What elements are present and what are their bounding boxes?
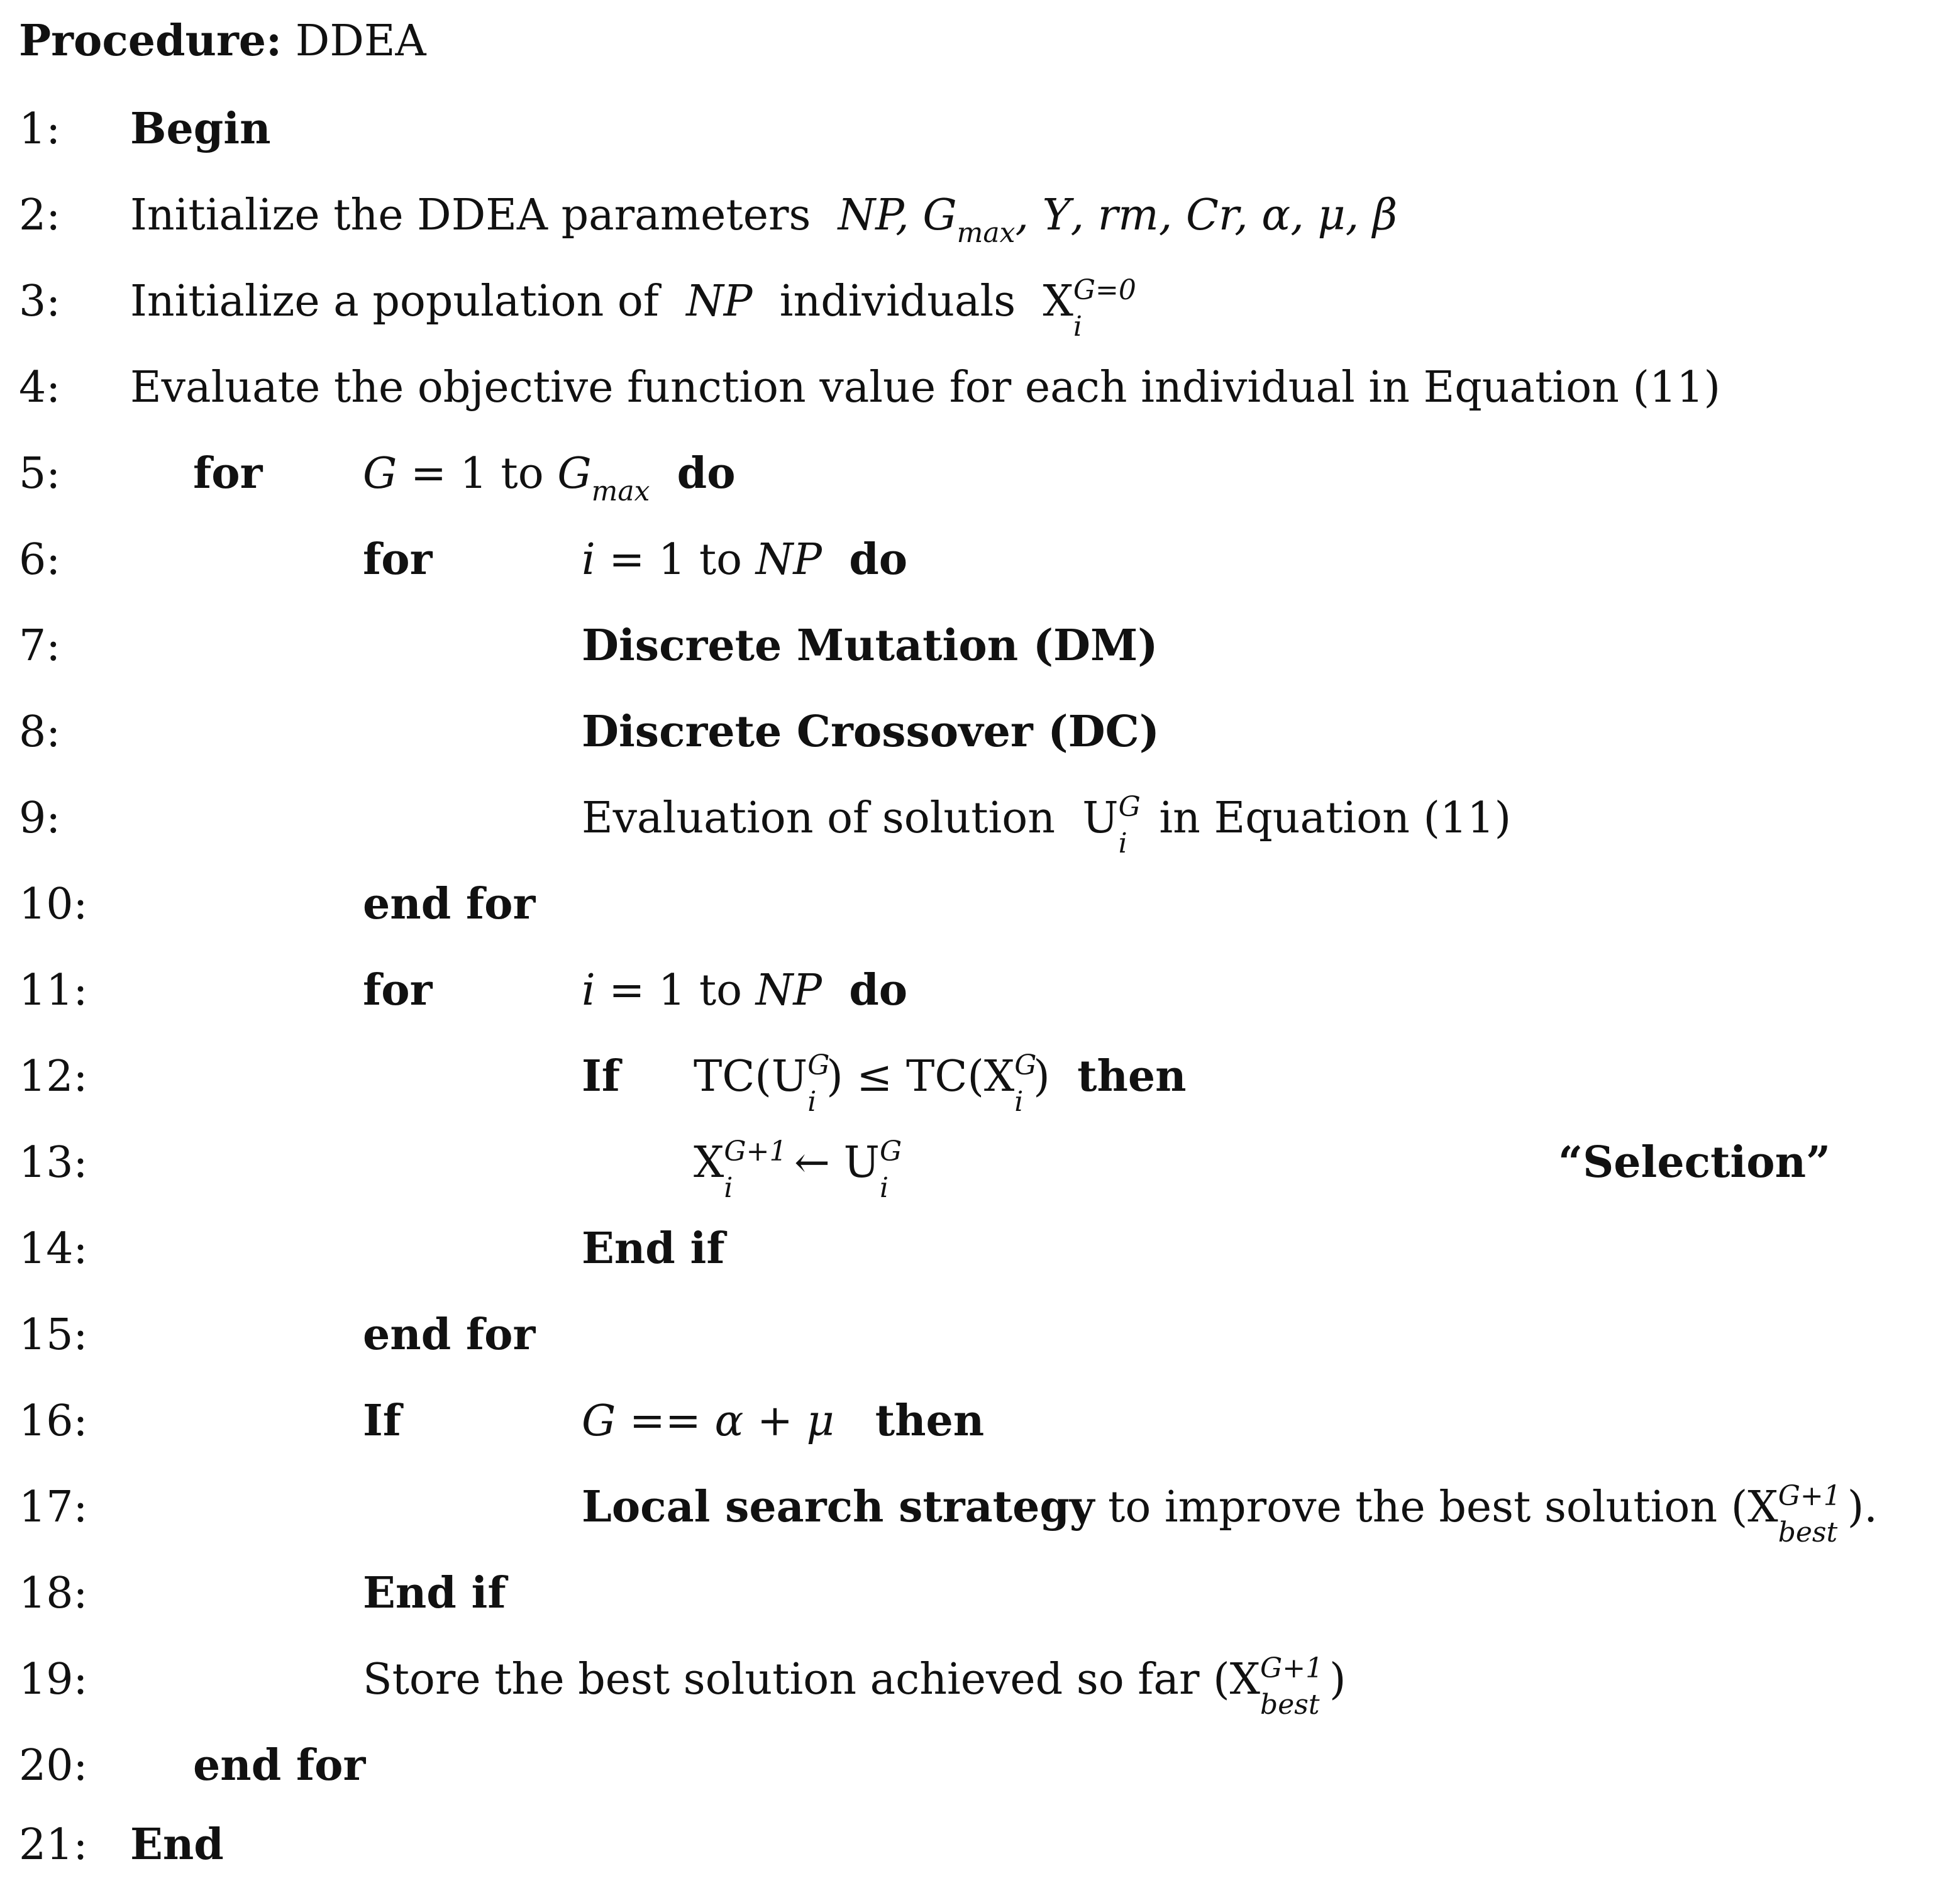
- keyword-for: for: [193, 448, 263, 499]
- keyword-if: If: [582, 1051, 621, 1101]
- variable-g: G: [363, 449, 397, 499]
- loop-expression: [582, 517, 907, 603]
- statement-text: Evaluation of solution: [582, 793, 1056, 843]
- line-number: 16:: [19, 1396, 88, 1446]
- population-symbol: [1043, 274, 1136, 343]
- superscript: G: [879, 1135, 902, 1168]
- procedure-name: DDEA: [295, 16, 426, 66]
- code-line-15: [0, 1292, 1960, 1378]
- keyword-begin: Begin: [130, 104, 271, 154]
- symbol-x: X: [1043, 277, 1073, 326]
- code-line-18: [0, 1550, 1960, 1637]
- code-line-9: [0, 775, 1960, 861]
- variable-np: NP: [686, 277, 753, 326]
- keyword-do: do: [677, 448, 736, 499]
- line-number: 13:: [19, 1138, 88, 1188]
- line-number: 21:: [19, 1820, 88, 1870]
- keyword-then: then: [1077, 1051, 1187, 1101]
- subscript: best: [1260, 1689, 1320, 1721]
- line-content: [130, 258, 1136, 345]
- code-line-1: [0, 86, 1960, 172]
- line-content: [363, 1637, 1346, 1723]
- line-number: 3:: [19, 277, 61, 326]
- local-search-condition: G == α + μ: [582, 1396, 834, 1446]
- step-discrete-crossover: Discrete Crossover (DC): [582, 707, 1160, 757]
- symbol-u: U: [1082, 793, 1119, 843]
- keyword-do: do: [849, 534, 908, 585]
- variable-i: i: [582, 535, 595, 585]
- line-number: 8:: [19, 707, 61, 757]
- code-line-16: [0, 1378, 1960, 1464]
- loop-expression: [363, 431, 736, 517]
- line-number: 15:: [19, 1310, 88, 1360]
- line-number: 17:: [19, 1482, 88, 1532]
- line-number: 12:: [19, 1052, 88, 1101]
- line-number: 11:: [19, 966, 88, 1015]
- symbol-g: G: [557, 449, 592, 499]
- statement-text: Evaluate the objective function value for each individual in Equation (11): [130, 363, 1721, 412]
- statement-text: individuals: [779, 277, 1016, 326]
- code-line-7: [0, 603, 1960, 689]
- keyword-end-for: end for: [363, 1310, 536, 1360]
- subscript: i: [1014, 1086, 1024, 1118]
- code-line-6: [0, 517, 1960, 603]
- line-number: 5:: [19, 449, 61, 499]
- code-line-2: [0, 172, 1960, 258]
- symbol-x: X: [694, 1138, 724, 1188]
- line-content: [582, 1464, 1878, 1550]
- line-number: 4:: [19, 363, 61, 412]
- param-np-g: NP, G: [838, 190, 957, 240]
- code-line-10: [0, 861, 1960, 947]
- line-number: 6:: [19, 535, 61, 585]
- comparison-operator: ) ≤ TC(X: [826, 1052, 1015, 1101]
- code-line-19: [0, 1637, 1960, 1723]
- keyword-do: do: [849, 965, 908, 1015]
- code-line-21: [0, 1802, 1960, 1888]
- trial-solution-symbol: [1082, 791, 1141, 859]
- statement-text: in Equation (11): [1159, 793, 1512, 843]
- range-text: = 1 to: [609, 535, 743, 585]
- cost-trial: TC(U: [694, 1052, 808, 1101]
- keyword-end-if: End if: [363, 1568, 506, 1618]
- subscript: i: [1073, 311, 1082, 343]
- code-line-8: [0, 689, 1960, 775]
- statement-text: to improve the best solution (X: [1094, 1482, 1778, 1532]
- subscript: i: [807, 1086, 817, 1118]
- variable-gmax: [557, 449, 650, 507]
- superscript: G+1: [1260, 1652, 1324, 1684]
- keyword-if: If: [363, 1396, 402, 1446]
- line-number: 10:: [19, 880, 88, 929]
- keyword-end-if: End if: [582, 1223, 725, 1274]
- condition-expression: [694, 1034, 1187, 1120]
- statement-text: Initialize the DDEA parameters: [130, 190, 811, 240]
- subscript-max: max: [956, 217, 1016, 249]
- local-search-strategy: Local search strategy: [582, 1482, 1095, 1532]
- subscript-max: max: [591, 475, 650, 507]
- parameter-list: [838, 190, 1398, 249]
- code-line-11: [0, 947, 1960, 1034]
- superscript: G+1: [1778, 1480, 1841, 1512]
- code-line-3: [0, 258, 1960, 345]
- subscript: best: [1778, 1516, 1838, 1548]
- code-line-13: [0, 1120, 1960, 1206]
- variable-np: NP: [755, 966, 822, 1015]
- line-number: 2:: [19, 190, 61, 240]
- keyword-end-for: end for: [363, 879, 536, 929]
- param-rest: , Υ, rm, Cr, α, μ, β: [1015, 190, 1398, 240]
- keyword-for: for: [363, 534, 433, 585]
- superscript: G: [807, 1049, 830, 1081]
- line-number: 14:: [19, 1224, 88, 1274]
- keyword-for: for: [363, 965, 433, 1015]
- step-discrete-mutation: Discrete Mutation (DM): [582, 621, 1158, 671]
- subscript: i: [724, 1172, 733, 1204]
- close-paren: ): [1329, 1655, 1346, 1704]
- selection-label: “Selection”: [1558, 1137, 1831, 1188]
- line-number: 7:: [19, 621, 61, 671]
- keyword-then: then: [875, 1396, 985, 1446]
- range-text: = 1 to: [609, 966, 743, 1015]
- statement-text: Store the best solution achieved so far (X: [363, 1655, 1261, 1704]
- variable-i: i: [582, 966, 595, 1015]
- close-paren: ).: [1847, 1482, 1878, 1532]
- line-number: 18:: [19, 1569, 88, 1618]
- procedure-title: [19, 0, 426, 86]
- code-line-17: [0, 1464, 1960, 1550]
- superscript: G=0: [1073, 274, 1136, 306]
- line-number: 20:: [19, 1741, 88, 1791]
- superscript: G: [1014, 1049, 1037, 1081]
- close-paren: ): [1033, 1052, 1050, 1101]
- procedure-label: Procedure:: [19, 16, 282, 66]
- keyword-end-for: end for: [193, 1740, 366, 1791]
- keyword-end: End: [130, 1819, 224, 1870]
- assign-arrow: ← U: [780, 1138, 880, 1188]
- code-line-12: [0, 1034, 1960, 1120]
- line-number: 1:: [19, 104, 61, 154]
- subscript: i: [1118, 827, 1127, 859]
- code-line-5: [0, 431, 1960, 517]
- condition-expression: [582, 1378, 984, 1464]
- statement-text: Initialize a population of: [130, 277, 659, 326]
- line-content: [130, 172, 1397, 258]
- line-number: 19:: [19, 1655, 88, 1704]
- line-number: 9:: [19, 793, 61, 843]
- range-text: = 1 to: [410, 449, 544, 499]
- loop-expression: [582, 947, 907, 1034]
- superscript: G+1: [724, 1135, 787, 1168]
- line-content: [582, 775, 1511, 861]
- code-line-4: [0, 345, 1960, 431]
- subscript: i: [879, 1172, 889, 1204]
- code-line-20: [0, 1723, 1960, 1809]
- superscript: G: [1118, 791, 1141, 823]
- variable-np: NP: [755, 535, 822, 585]
- code-line-14: [0, 1206, 1960, 1292]
- selection-assignment: [694, 1120, 902, 1206]
